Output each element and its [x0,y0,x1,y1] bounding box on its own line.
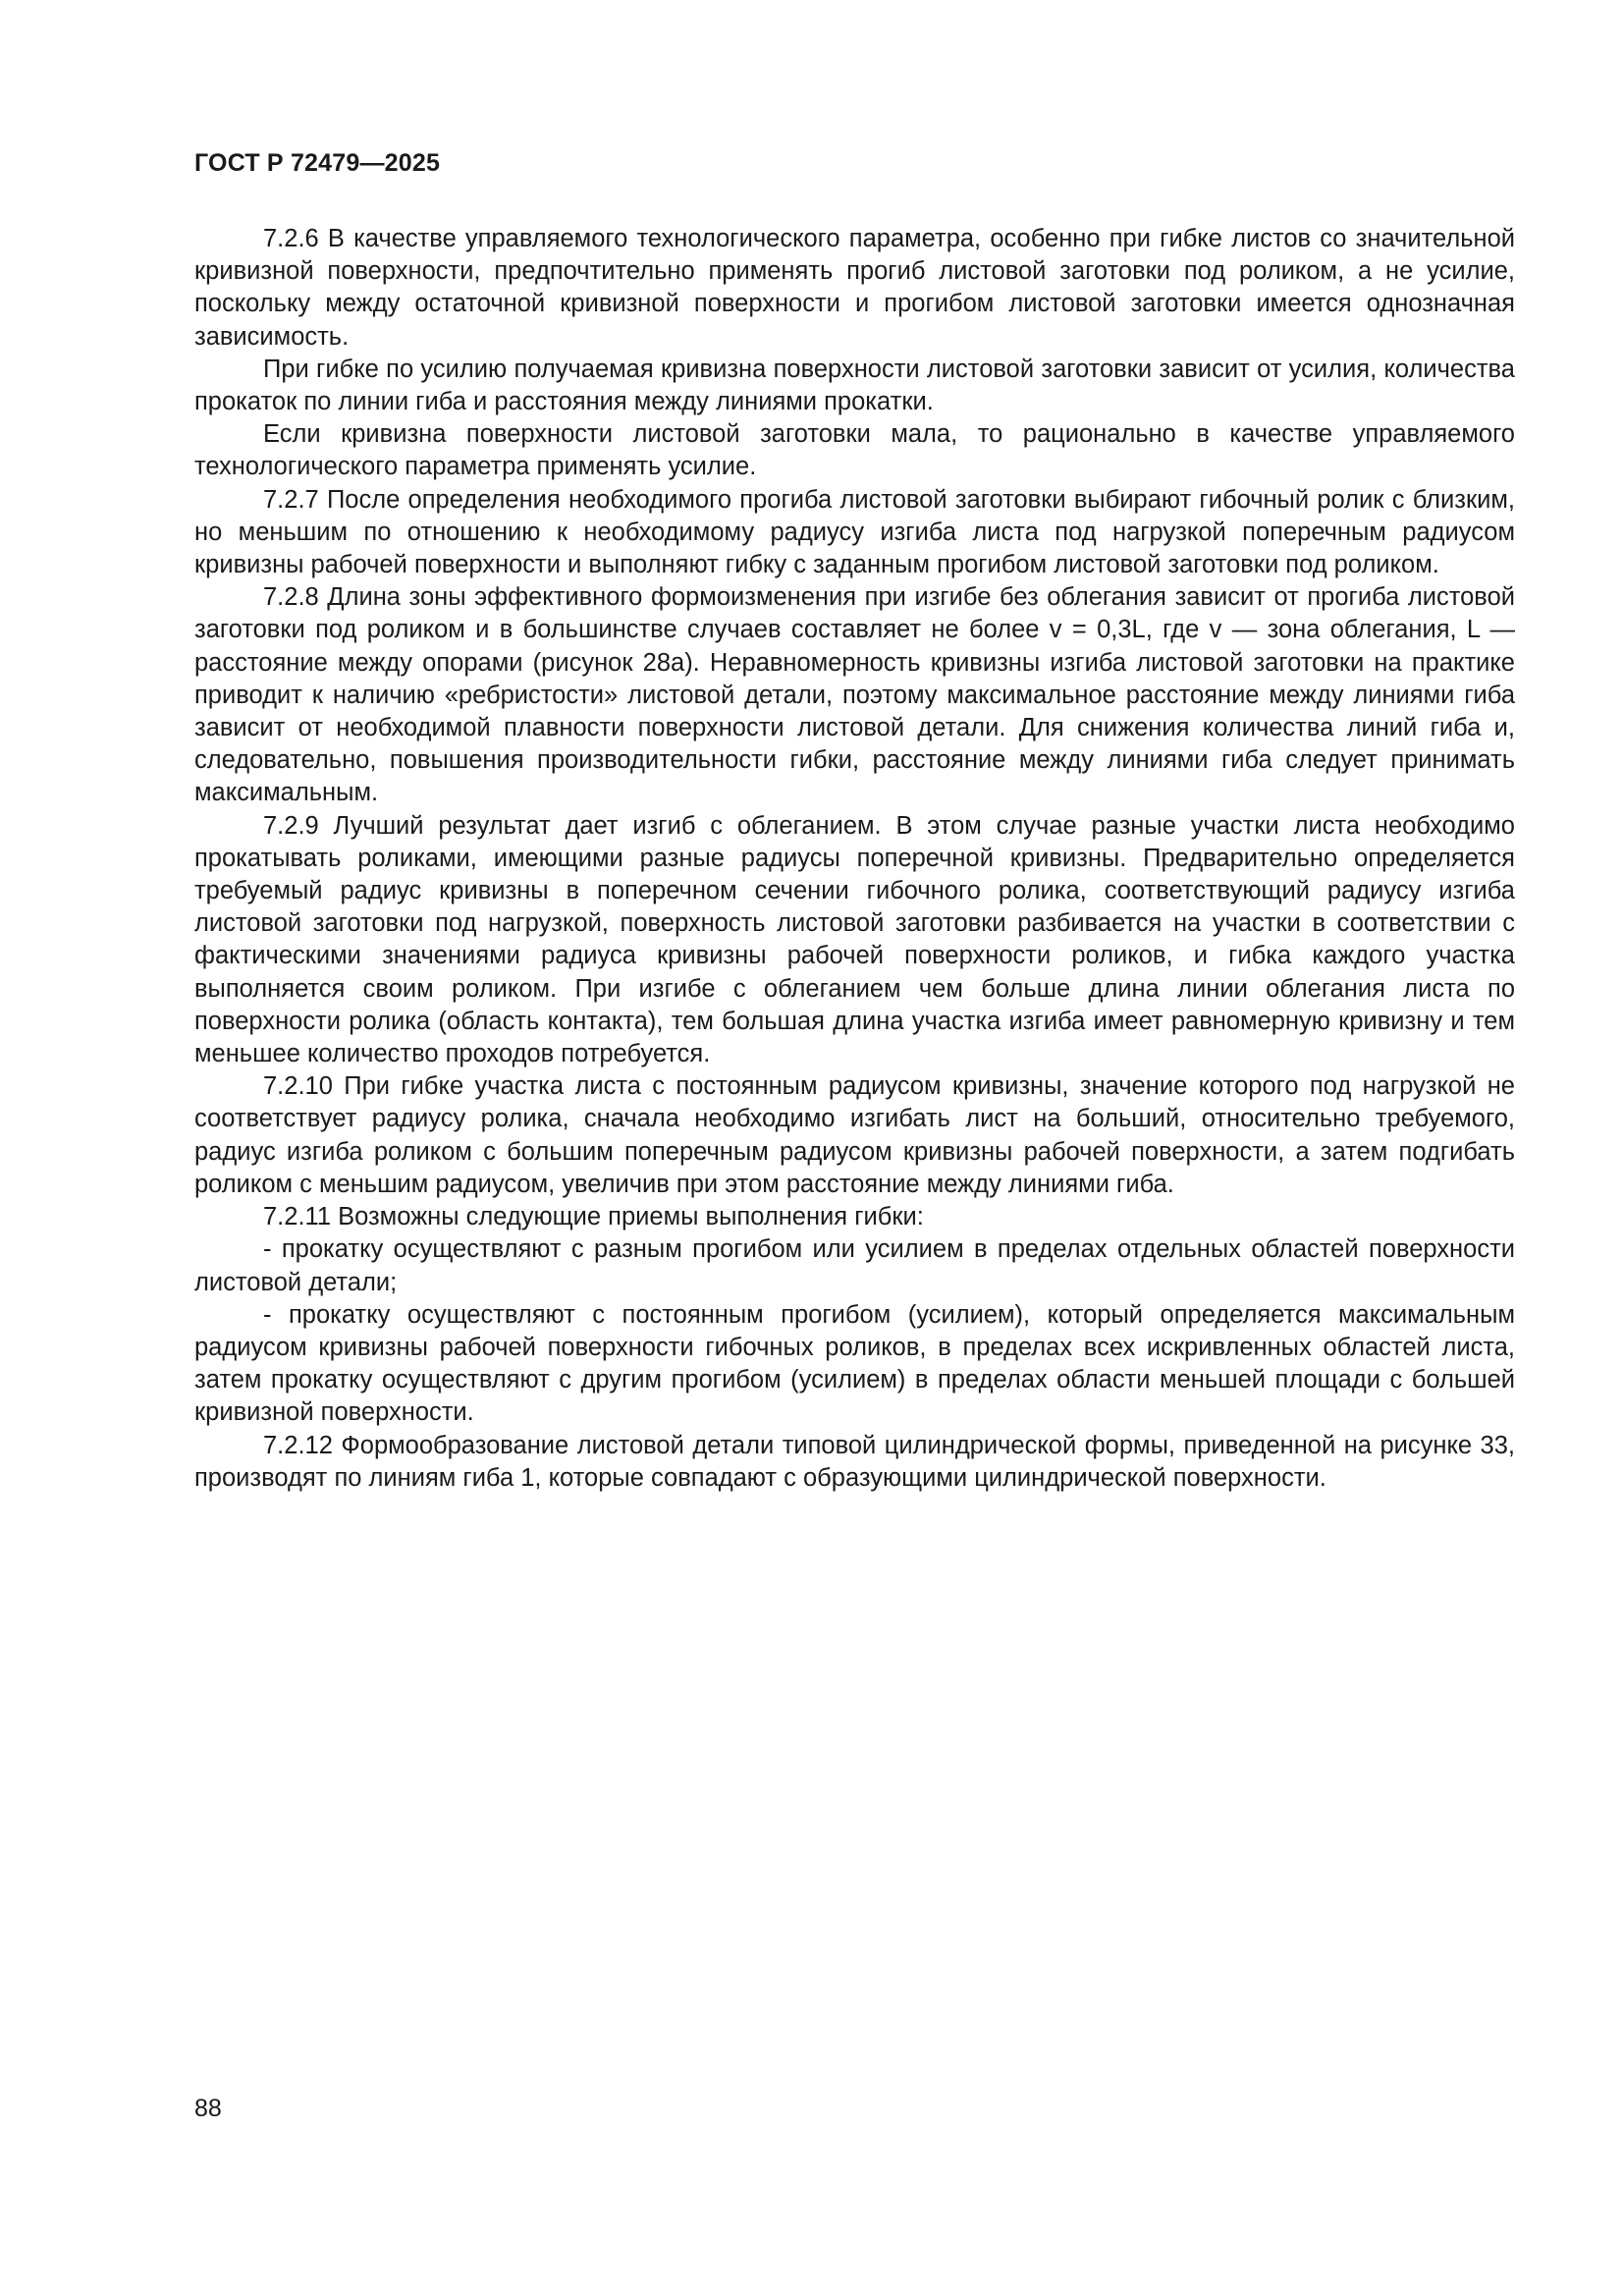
paragraph-7-2-12: 7.2.12 Формообразование листовой детали типовой цилиндрической формы, приведенной на рисунке 33, производят по линиям гиба 1, которые совпадают с образующими цилиндрической поверхности. [194,1431,1515,1492]
document-header: ГОСТ Р 72479—2025 [194,149,441,177]
paragraph-7-2-6: 7.2.6 В качестве управляемого технологического параметра, особенно при гибке листов со значительной кривизной поверхности, предпочтительно применять прогиб листовой заготовки под роликом, а не усилие, поскольку между остаточной кривизной поверхности и прогибом листовой заготовки имеется однозначная зависимость. [194,225,1515,351]
paragraph-force-bending: При гибке по усилию получаемая кривизна поверхности листовой заготовки зависит от усилия, количества прокаток по линии гиба и расстояния между линиями прокатки. [194,355,1515,416]
paragraph-7-2-7: 7.2.7 После определения необходимого прогиба листовой заготовки выбирают гибочный ролик с близким, но меньшим по отношению к необходимому радиусу изгиба листа под нагрузкой поперечным радиусом кривизны рабочей поверхности и выполняют гибку с заданным прогибом листовой заготовки под роликом. [194,485,1515,579]
paragraph-7-2-10: 7.2.10 При гибке участка листа с постоянным радиусом кривизны, значение которого под нагрузкой не соответствует радиусу ролика, сначала необходимо изгибать лист на больший, относительно требуемого, радиус изгиба роликом с большим поперечным радиусом кривизны рабочей поверхности, а затем подгибать роликом с меньшим радиусом, увеличив при этом расстояние между линиями гиба. [194,1072,1515,1198]
paragraph-7-2-9: 7.2.9 Лучший результат дает изгиб с облеганием. В этом случае разные участки листа необходимо прокатывать роликами, имеющими разные радиусы поперечной кривизны. Предварительно определяется требуемый радиус кривизны в поперечном сечении гибочного ролика, соответствующий радиусу изгиба листовой заготовки под нагрузкой, поверхность листовой заготовки разбивается на участки в соответствии с фактическими значениями радиуса кривизны рабочей поверхности роликов, и гибка каждого участка выполняется своим роликом. При изгибе с облеганием чем больше длина линии облегания листа по поверхности ролика (область контакта), тем большая длина участка изгиба имеет равномерную кривизну и тем меньшее количество проходов потребуется. [194,811,1515,1068]
list-item-variable-deflection: - прокатку осуществляют с разным прогибом или усилием в пределах отдельных областей поверхности листовой детали; [194,1235,1515,1296]
page-number: 88 [194,2095,222,2122]
paragraph-7-2-8: 7.2.8 Длина зоны эффективного формоизменения при изгибе без облегания зависит от прогиба листовой заготовки под роликом и в большинстве случаев составляет не более v = 0,3L, где v — зона облегания, L — расстояние между опорами (рисунок 28а). Неравномерность кривизны изгиба листовой заготовки на практике приводит к наличию «ребристости» листовой детали, поэтому максимальное расстояние между линиями гиба зависит от необходимой плавности поверхности листовой детали. Для снижения количества линий гиба и, следовательно, повышения производительности гибки, расстояние между линиями гиба следует принимать максимальным. [194,583,1515,807]
paragraph-small-curvature: Если кривизна поверхности листовой заготовки мала, то рационально в качестве управляемого технологического параметра применять усилие. [194,420,1515,481]
paragraph-7-2-11: 7.2.11 Возможны следующие приемы выполнения гибки: [263,1203,924,1231]
list-item-constant-deflection: - прокатку осуществляют с постоянным прогибом (усилием), который определяется максимальным радиусом кривизны рабочей поверхности гибочных роликов, в пределах всех искривленных областей листа, затем прокатку осуществляют с другим прогибом (усилием) в пределах области меньшей площади с большей кривизной поверхности. [194,1300,1515,1427]
document-body [194,223,1515,1495]
